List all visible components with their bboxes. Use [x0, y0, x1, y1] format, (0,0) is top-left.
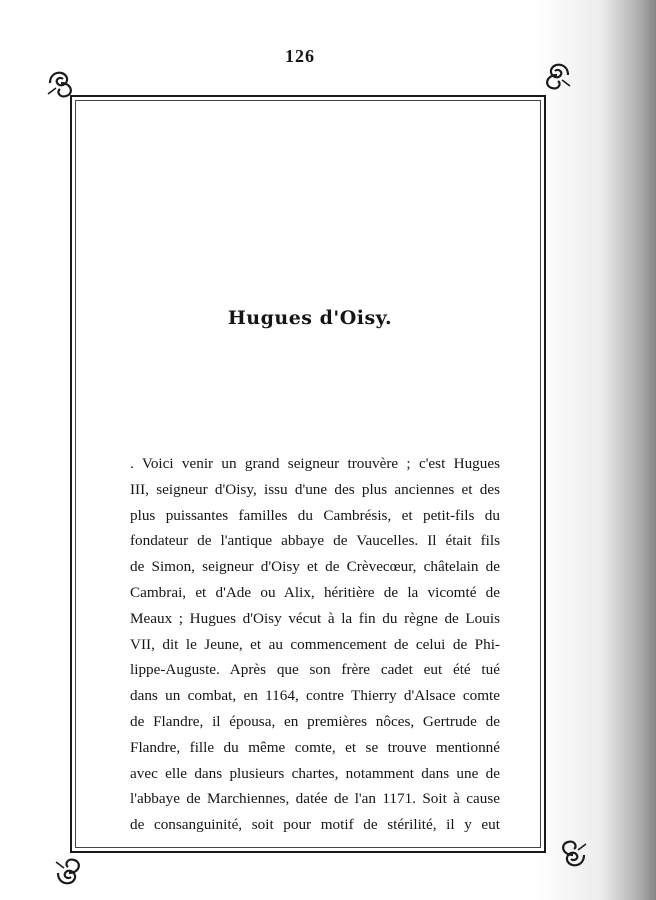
text-line: . Voici venir un grand seigneur trouvère ; c'est Hugues: [130, 455, 500, 472]
page-number: 126: [285, 46, 315, 66]
corner-ornament-bottom-right-icon: [556, 838, 590, 872]
text-line: Meaux ; Hugues d'Oisy vécut à la fin du règne de Louis: [130, 609, 500, 627]
corner-ornament-bottom-left-icon: [52, 856, 86, 890]
text-line: Flandre, fille du même comte, et se trouve mentionné: [130, 738, 500, 756]
text-line: lippe-Auguste. Après que son frère cadet eut été tué: [130, 661, 500, 679]
text-line: de consanguinité, soit pour motif de stérilité, il y eut: [130, 816, 500, 834]
corner-ornament-top-right-icon: [540, 58, 574, 92]
text-line: de Simon, seigneur d'Oisy et de Crèvecœur, châtelain de: [130, 558, 500, 576]
text-line: fondateur de l'antique abbaye de Vaucelles. Il était fils: [130, 532, 500, 550]
text-line: VII, dit le Jeune, et au commencement de celui de Phi-: [130, 635, 500, 653]
text-line: III, seigneur d'Oisy, issu d'une des plus anciennes et des: [130, 480, 500, 498]
text-line: de Flandre, il épousa, en premières nôces, Gertrude de: [130, 712, 500, 730]
text-line: l'abbaye de Marchiennes, datée de l'an 1171. Soit à cause: [130, 790, 500, 808]
body-text: [130, 451, 500, 838]
section-title: Hugues d'Oisy.: [227, 307, 393, 329]
text-line: avec elle dans plusieurs chartes, notamment dans une de: [130, 764, 500, 782]
text-line: plus puissantes familles du Cambrésis, et petit-fils du: [130, 506, 500, 524]
text-line: Cambrai, et d'Ade ou Alix, héritière de la vicomté de: [130, 583, 500, 601]
text-line: dans un combat, en 1164, contre Thierry d'Alsace comte: [130, 687, 500, 705]
page-edge-shadow: [536, 0, 656, 900]
